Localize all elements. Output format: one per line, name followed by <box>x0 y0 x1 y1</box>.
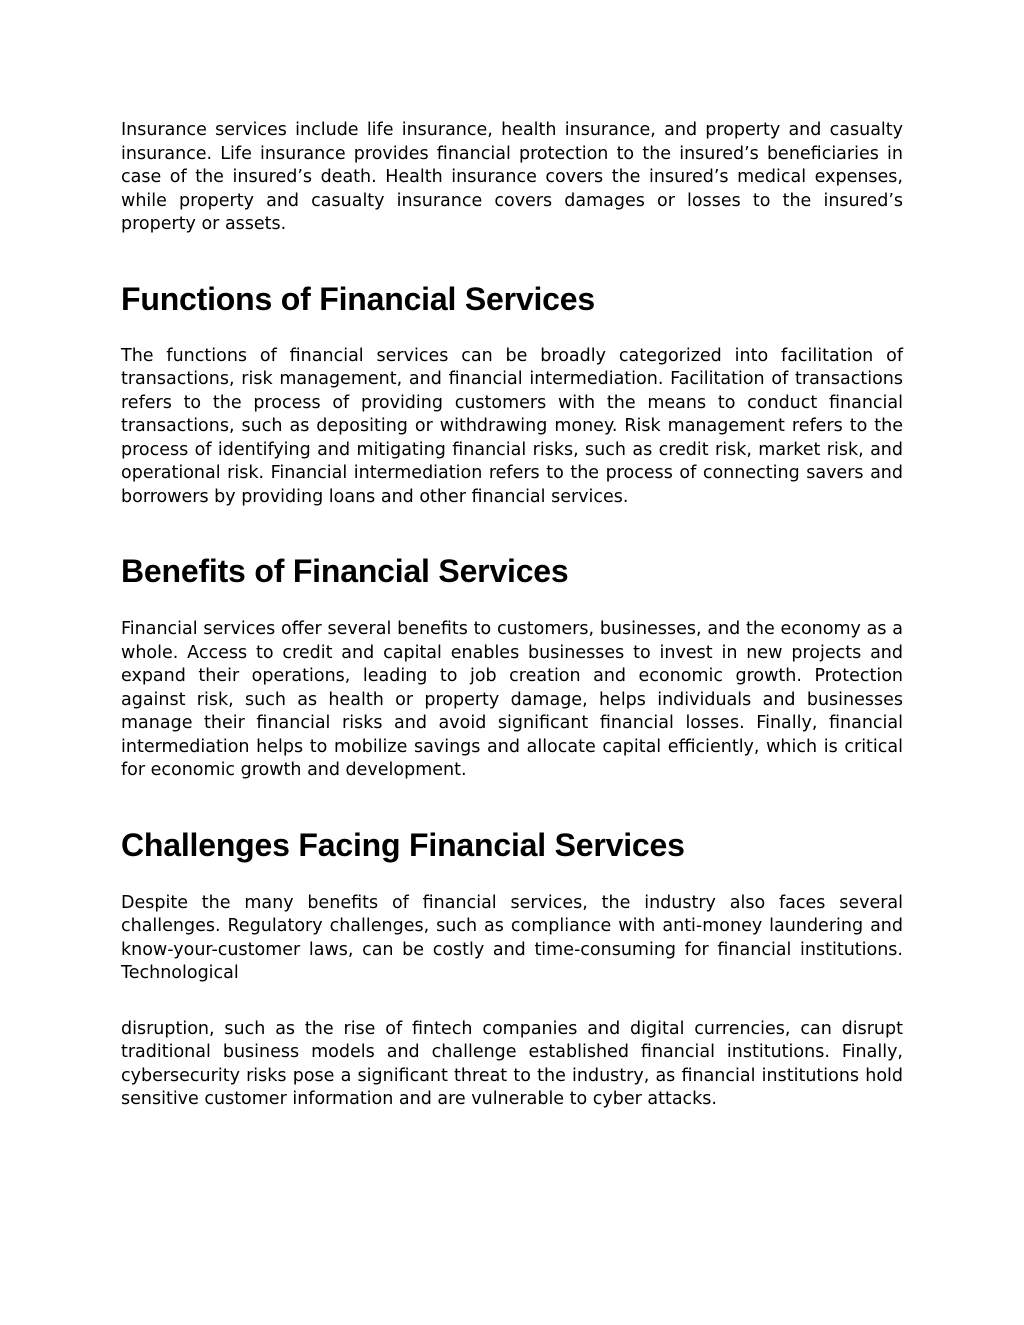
document-page <box>121 119 903 1112</box>
challenges-paragraph-part-1: Despite the many benefits of financial services, the industry also faces several challenges. Regulatory challenges, such as compliance with anti-money laundering and know-your-customer laws, can be costly and time-consuming for financial institutions. Technological <box>121 892 903 983</box>
functions-paragraph: The functions of financial services can be broadly categorized into facilitation of transactions, risk management, and financial intermediation. Facilitation of transactions refers to the process of providing customers with the means to conduct financial transactions, such as depositing or withdrawing money. Risk management refers to the process of identifying and mitigating financial risks, such as credit risk, market risk, and operational risk. Financial intermediation refers to the process of connecting savers and borrowers by providing loans and other financial services. <box>121 345 903 507</box>
benefits-heading: Benefits of Financial Services <box>121 553 569 589</box>
insurance-services-paragraph: Insurance services include life insurance, health insurance, and property and casualty insurance. Life insurance provides financial protection to the insured’s beneficiaries in case of the insured’s death. Health insurance covers the insured’s medical expenses, while property and casualty insurance covers damages or losses to the insured’s property or assets. <box>121 120 903 234</box>
challenges-paragraph-part-2: disruption, such as the rise of fintech companies and digital currencies, can disrupt traditional business models and challenge established financial institutions. Finally, cybersecurity risks pose a significant threat to the industry, as financial institutions hold sensitive customer information and are vulnerable to cyber attacks. <box>121 1018 903 1109</box>
functions-heading: Functions of Financial Services <box>121 280 595 317</box>
benefits-paragraph: Financial services offer several benefits to customers, businesses, and the economy as a whole. Access to credit and capital enables businesses to invest in new projects and expand their operations, leading to job creation and economic growth. Protection against risk, such as health or property damage, helps individuals and businesses manage their financial risks and avoid significant financial losses. Finally, financial intermediation helps to mobilize savings and allocate capital efficiently, which is critical for economic growth and development. <box>121 619 903 780</box>
challenges-heading: Challenges Facing Financial Services <box>121 826 685 863</box>
